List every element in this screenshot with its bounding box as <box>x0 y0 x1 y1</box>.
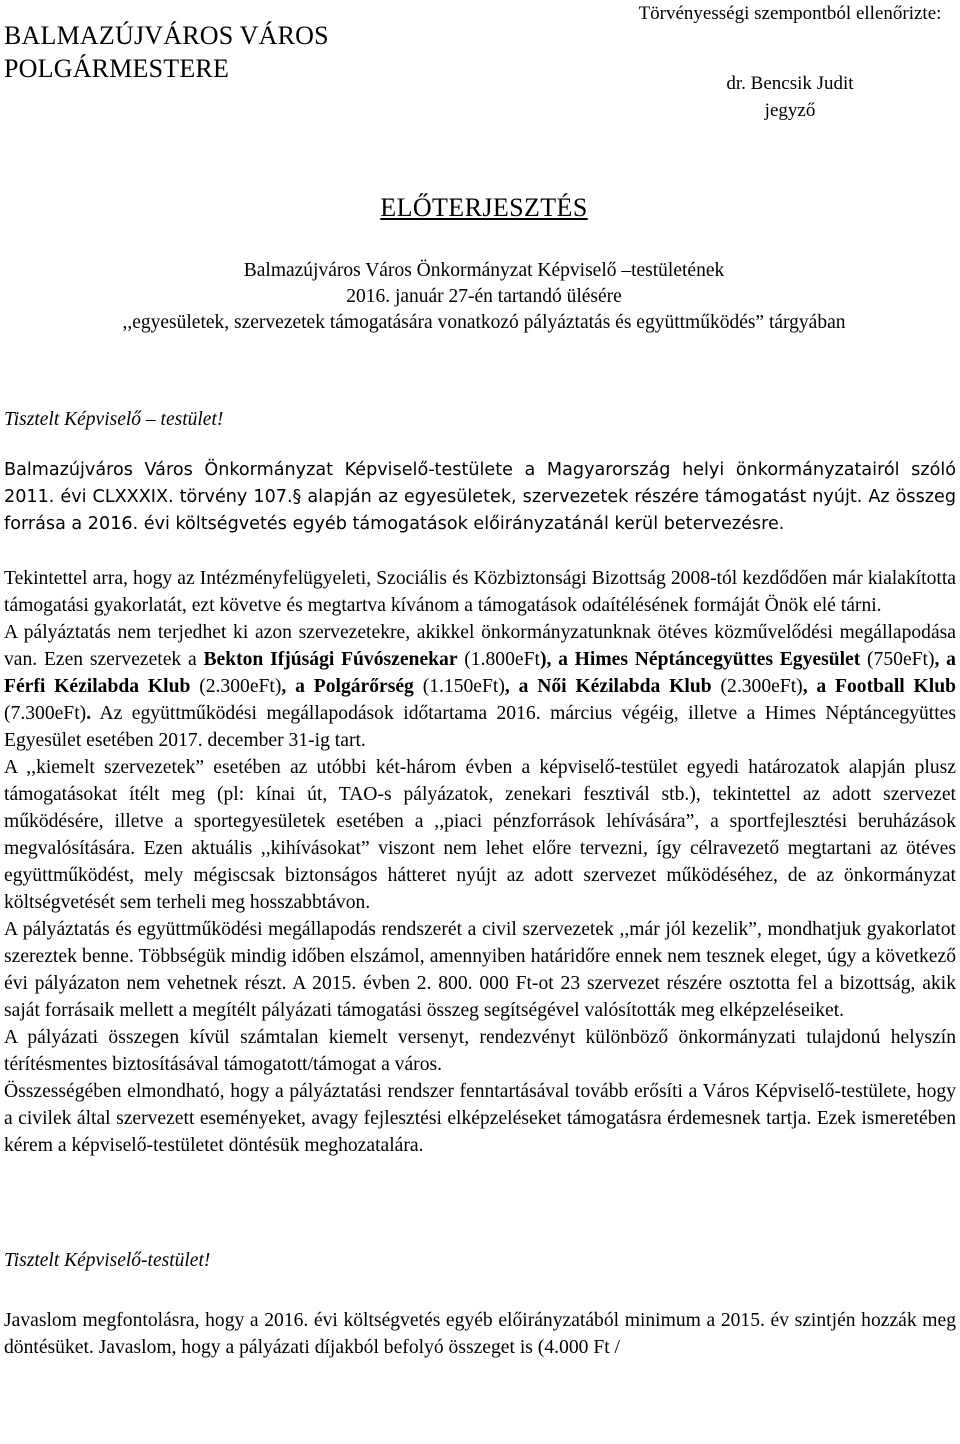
proposal-paragraph <box>4 1307 956 1361</box>
legal-approval-block <box>630 0 950 125</box>
p2-bold-5: , a Női Kézilabda Klub <box>504 676 712 697</box>
p2-text-1: A pályáztatás nem terjedhet ki azon szervezetekre, akikkel önkormányzatunknak ötéves közművelődési megállapodása van. Ezen szervezetek a <box>4 622 956 670</box>
paragraph-2 <box>4 619 956 754</box>
subject-line-1: Balmazújváros Város Önkormányzat Képviselő –testületének <box>243 260 725 281</box>
p2-text-3: (750eFt) <box>860 649 935 670</box>
issuer-block <box>4 19 329 85</box>
paragraph-3: A ,,kiemelt szervezetek” esetében az utóbbi két-három évben a képviselő-testület egyedi határozatok alapján plusz támogatásokat ítélt meg (pl: kínai út, TAO-s pályázatok, zenekari fesztivál stb.), tekintettel az adott szervezet működésére, illetve a sportegyesületek esetében a ,,piaci pénzforrások lehívására”, a sportfejlesztési beruházások megvalósítására. Ezen aktuális ,,kihívásokat” viszont nem lehet előre tervezni, így célravezető megtartani az ötéves együttműködést, mely mégiscsak biztonságos hátteret nyújt az adott szervezet működéséhez, de az önkormányzat költségvetését sem terheli meg hosszabbtávon. <box>4 757 956 913</box>
p2-text-6: (2.300eFt) <box>711 676 803 697</box>
greeting-second: Tisztelt Képviselő-testület! <box>4 1250 211 1271</box>
paragraph-4: A pályáztatás és együttműködési megállapodás rendszerét a civil szervezetek ,,már jól kezelik”, mondhatjuk gyakorlatot szereztek benne. Többségük mindig időben elszámol, amennyiben határidőre ennek nem tesznek eleget, úgy a következő évi pályázaton nem vehetnek részt. A 2015. évben 2. 800. 000 Ft-ot 23 szervezet részére osztotta fel a bizottság, akik saját forrásaik mellett a megítélt pályázati támogatási összeg segítségével valósították meg elképzeléseiket. <box>4 919 956 1021</box>
approver-title: jegyző <box>764 100 816 121</box>
document-title: ELŐTERJESZTÉS <box>380 193 588 222</box>
issuer-line-2: POLGÁRMESTERE <box>4 54 230 83</box>
p2-text-2: (1.800eFt <box>457 649 540 670</box>
p2-text-8: Az együttműködési megállapodások időtartama 2016. március végéig, illetve a Himes Néptáncegyüttes Egyesület esetében 2017. december 31-ig tart. <box>4 703 956 751</box>
document-page <box>4 0 956 1444</box>
p2-bold-2: ), a Himes Néptáncegyüttes Egyesület <box>539 649 861 670</box>
subject-line-3: ,,egyesületek, szervezetek támogatására vonatkozó pályáztatás és együttműködés” tárgyában <box>122 312 846 333</box>
intro-paragraph <box>4 457 956 538</box>
paragraph-6: Összességében elmondható, hogy a pályáztatási rendszer fenntartásával tovább erősíti a Város Képviselő-testülete, hogy a civilek által szervezett eseményeket, avagy fejlesztési elképzeléseket támogatásra érdemesnek tartja. Ezek ismeretében kérem a képviselő-testületet döntésük meghozatalára. <box>4 1081 956 1156</box>
p2-text-4: (2.300eFt) <box>190 676 282 697</box>
issuer-line-1: BALMAZÚJVÁROS VÁROS <box>4 21 329 50</box>
p2-bold-3: , a Férfi Kézilabda Klub <box>4 649 956 697</box>
document-title-wrap <box>4 193 960 223</box>
subject-line-2: 2016. január 27-én tartandó ülésére <box>346 286 622 307</box>
p2-bold-1: Bekton Ifjúsági Fúvószenekar <box>203 649 458 670</box>
p2-bold-6: , a Football Klub <box>802 676 957 697</box>
intro-text: Balmazújváros Város Önkormányzat Képviselő-testülete a Magyarország helyi önkormányzatairól szóló 2011. évi CLXXXIX. törvény 107.§ alapján az egyesületek, szervezetek részére támogatást nyújt. Az összeg forrása a 2016. évi költségvetés egyéb támogatások előirányzatánál kerül betervezésre. <box>4 460 956 534</box>
p2-bold-7: . <box>86 703 92 724</box>
body-text <box>4 565 956 1159</box>
greeting-first: Tisztelt Képviselő – testület! <box>4 409 224 430</box>
subject-block <box>4 258 960 336</box>
proposal-text: Javaslom megfontolásra, hogy a 2016. évi költségvetés egyéb előirányzatából minimum a 2015. év szintjén hozzák meg döntésüket. Javaslom, hogy a pályázati díjakból befolyó összeget is (4.000 Ft / <box>4 1310 956 1358</box>
paragraph-5: A pályázati összegen kívül számtalan kiemelt versenyt, rendezvényt különböző önkormányzati tulajdonú helyszín térítésmentes biztosításával támogatott/támogat a város. <box>4 1027 956 1075</box>
p2-text-5: (1.150eFt) <box>413 676 505 697</box>
p2-text-7: (7.300eFt) <box>4 703 87 724</box>
paragraph-1: Tekintettel arra, hogy az Intézményfelügyeleti, Szociális és Közbiztonsági Bizottság 2008-tól kezdődően már kialakította támogatási gyakorlatát, ezt követve és megtartva kívánom a támogatások odaítélésének formáját Önök elé tárni. <box>4 568 956 616</box>
approval-label: Törvényességi szempontból ellenőrizte: <box>638 3 942 24</box>
p2-bold-4: , a Polgárőrség <box>281 676 414 697</box>
approver-name: dr. Bencsik Judit <box>726 73 854 94</box>
